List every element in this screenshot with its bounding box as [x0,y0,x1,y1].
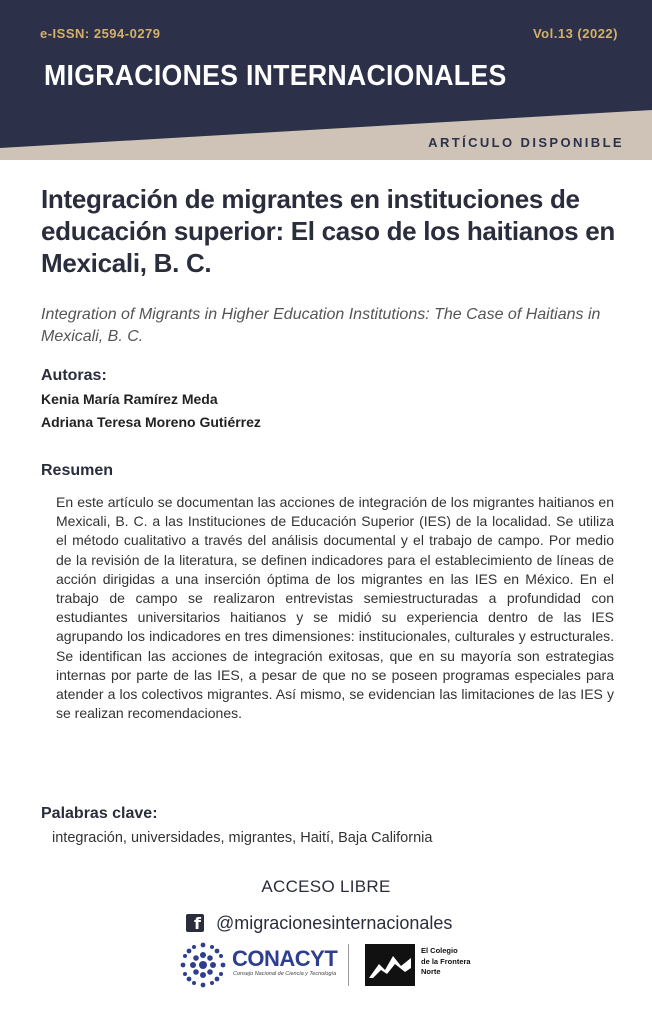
colef-line-3: Norte [421,967,441,976]
authors-label: Autoras: [41,367,107,384]
journal-name: MIGRACIONES INTERNACIONALES [44,60,507,92]
conacyt-logo-icon [178,940,228,990]
abstract-text: En este artículo se documentan las acciones de integración de los migrantes haitianos en Mexicali, B. C. a las Instituciones de Educación Superior (IES) de la localidad. Se utiliza el método cualitativo a través del análisis documental y el trabajo de campo. Por medio de la revisión de la literatura, se definen indicadores para el establecimiento de líneas de acción dirigidas a una inserción óptima de los migrantes en las IES en México. En el trabajo de campo se realizaron entrevistas semiestructuradas a profundidad con estudiantes universitarios haitianos y se midió su experiencia dentro de las IES agrupando los indicadores en tres dimensiones: institucionales, culturales y estructurales. Se identifican las acciones de integración exitosas, que en su mayoría son estrategias internas por parte de las IES, a pesar de que no se poseen programas especiales para atender a los colectivos migrantes. Así mismo, se evidencian las limitaciones de las IES y se realizan recomendaciones. [56,494,614,722]
issn: e-ISSN: 2594-0279 [40,26,161,41]
article-subtitle: Integration of Migrants in Higher Education Institutions: The Case of Haitians in Mexicali, B. C. [41,306,601,345]
conacyt-wordmark: CONACYT [232,946,338,971]
volume: Vol.13 (2022) [532,26,618,41]
colef-name [421,946,471,978]
social-handle[interactable]: @migracionesinternacionales [216,912,453,933]
open-access-label: ACCESO LIBRE [261,877,391,896]
colef-logo-icon [365,944,415,986]
keywords-label: Palabras clave: [41,805,158,822]
journal-header [0,0,652,160]
colef-line-1: El Colegio [421,946,458,955]
logo-divider [348,944,349,986]
author-2: Adriana Teresa Moreno Gutiérrez [41,414,261,430]
article-title: Integración de migrantes en instituciones de educación superior: El caso de los haitianos en Mexicali, B. C. [41,184,615,278]
conacyt-subtitle: Consejo Nacional de Ciencia y Tecnología [233,971,337,977]
colef-line-2: de la Frontera [421,956,471,966]
author-1: Kenia María Ramírez Meda [41,391,218,407]
availability-label: ARTÍCULO DISPONIBLE [428,135,624,150]
social-link[interactable] [186,912,452,934]
facebook-icon[interactable]: f [186,914,204,932]
abstract-label: Resumen [41,462,114,479]
keywords-text: integración, universidades, migrantes, Haití, Baja California [52,830,433,846]
